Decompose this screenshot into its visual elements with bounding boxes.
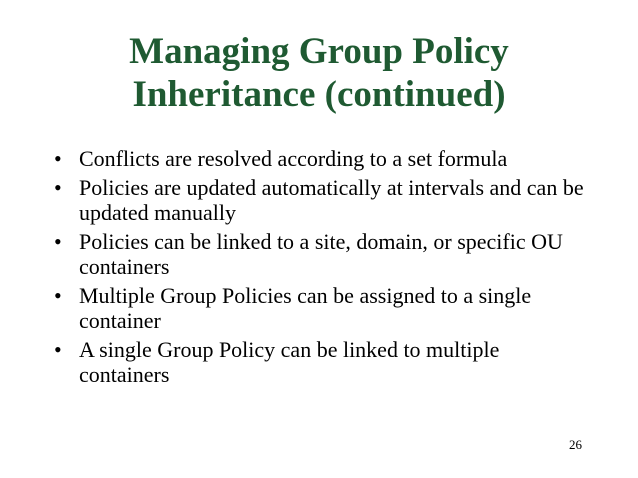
bullet-item <box>54 146 594 171</box>
bullet-list <box>54 146 594 391</box>
bullet-marker: • <box>54 337 62 362</box>
bullet-marker: • <box>54 175 62 200</box>
slide-title <box>0 30 638 116</box>
bullet-text: Multiple Group Policies can be assigned to a single container <box>79 283 532 333</box>
bullet-item <box>54 283 594 333</box>
bullet-marker: • <box>54 146 62 171</box>
bullet-text: Conflicts are resolved according to a set formula <box>79 146 508 171</box>
slide-title-line-1: Managing Group Policy <box>129 31 509 72</box>
slide-title-line-2: Inheritance (continued) <box>132 74 506 115</box>
bullet-marker: • <box>54 283 62 308</box>
bullet-item <box>54 175 594 225</box>
bullet-marker: • <box>54 229 62 254</box>
bullet-item <box>54 337 594 387</box>
bullet-text: A single Group Policy can be linked to multiple containers <box>79 337 500 387</box>
bullet-item <box>54 229 594 279</box>
bullet-text: Policies are updated automatically at intervals and can be updated manually <box>79 175 584 225</box>
bullet-text: Policies can be linked to a site, domain, or specific OU containers <box>79 229 563 279</box>
page-number: 26 <box>569 437 582 452</box>
